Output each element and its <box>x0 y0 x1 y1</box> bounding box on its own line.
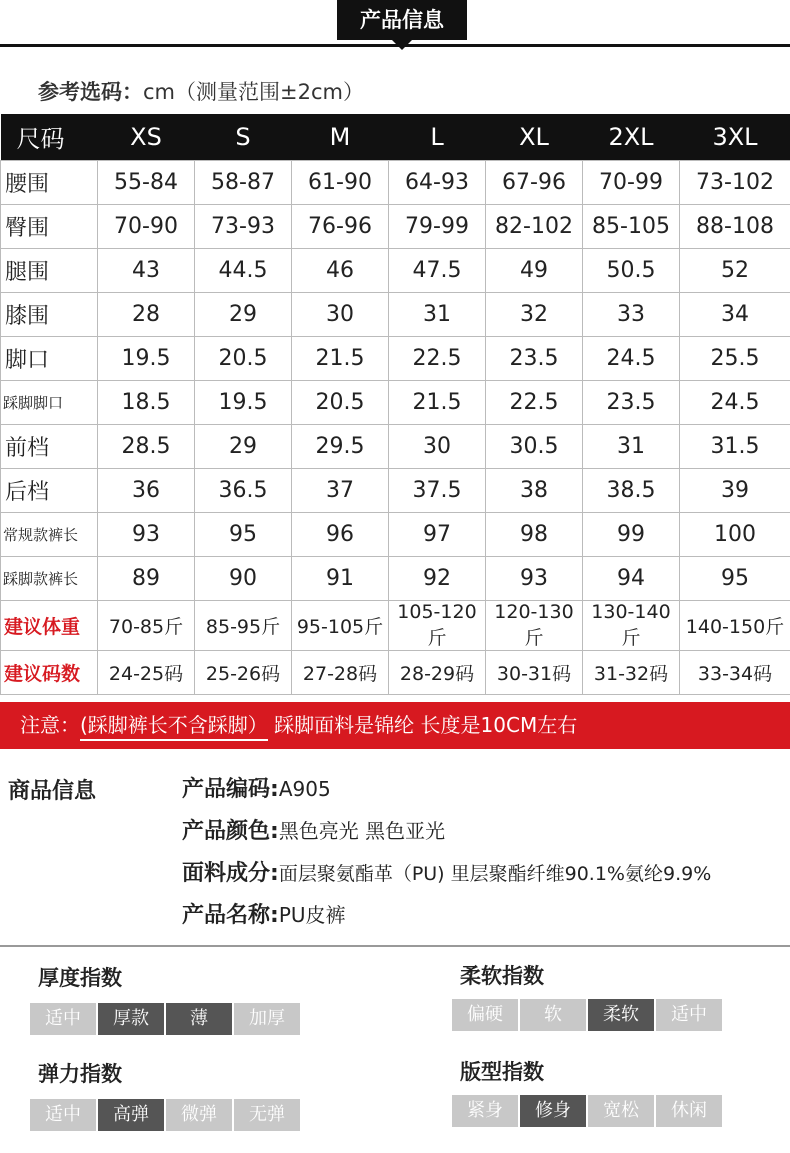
table-row <box>1 292 790 336</box>
info-value: 面层聚氨酯革（PU) 里层聚酯纤维90.1%氨纶9.9% <box>278 863 712 885</box>
header-cell: 3XL <box>680 114 790 160</box>
table-cell: 91 <box>292 556 389 600</box>
table-cell: 93 <box>486 556 583 600</box>
header-bar <box>0 0 790 47</box>
table-cell: 25-26码 <box>195 650 292 694</box>
elasticity-index-scale <box>30 1099 302 1131</box>
thickness-index-title: 厚度指数 <box>38 966 122 990</box>
table-cell: 46 <box>292 248 389 292</box>
table-cell: 76-96 <box>292 204 389 248</box>
table-row <box>1 556 790 600</box>
size-reference-unit: cm（测量范围±2cm） <box>143 80 364 104</box>
index-option: 休闲 <box>656 1095 722 1127</box>
header-cell: 尺码 <box>1 114 98 160</box>
table-cell: 28.5 <box>98 424 195 468</box>
notice-prefix: 注意： <box>20 713 80 737</box>
table-cell: 98 <box>486 512 583 556</box>
row-label: 常规款裤长 <box>1 512 98 556</box>
index-option: 微弹 <box>166 1099 232 1131</box>
table-row <box>1 600 790 650</box>
table-row <box>1 204 790 248</box>
table-cell: 55-84 <box>98 160 195 204</box>
table-cell: 19.5 <box>195 380 292 424</box>
table-row <box>1 468 790 512</box>
page-title: 产品信息 <box>337 0 467 40</box>
table-cell: 85-105 <box>583 204 680 248</box>
table-cell: 94 <box>583 556 680 600</box>
table-cell: 32 <box>486 292 583 336</box>
table-cell: 19.5 <box>98 336 195 380</box>
table-cell: 31 <box>389 292 486 336</box>
fit-index-scale <box>452 1095 724 1127</box>
row-label: 脚口 <box>1 336 98 380</box>
table-cell: 22.5 <box>389 336 486 380</box>
table-cell: 20.5 <box>195 336 292 380</box>
table-cell: 33 <box>583 292 680 336</box>
table-cell: 73-102 <box>680 160 790 204</box>
table-cell: 38.5 <box>583 468 680 512</box>
table-cell: 21.5 <box>389 380 486 424</box>
info-label: 产品颜色: <box>182 819 279 844</box>
header-cell: XL <box>486 114 583 160</box>
table-cell: 38 <box>486 468 583 512</box>
info-line-color <box>182 814 445 845</box>
info-line-fabric <box>182 856 711 887</box>
table-cell: 105-120斤 <box>389 600 486 650</box>
table-cell: 30 <box>389 424 486 468</box>
notice-text: 踩脚面料是锦纶 长度是10CM左右 <box>267 713 578 737</box>
table-cell: 70-99 <box>583 160 680 204</box>
info-label: 面料成分: <box>182 861 279 886</box>
table-row <box>1 160 790 204</box>
notice-underlined: (踩脚裤长不含踩脚） <box>80 713 268 741</box>
index-option: 软 <box>520 999 586 1031</box>
table-cell: 95 <box>195 512 292 556</box>
row-label: 建议体重 <box>1 600 98 650</box>
index-option: 紧身 <box>452 1095 518 1127</box>
table-cell: 130-140斤 <box>583 600 680 650</box>
table-cell: 22.5 <box>486 380 583 424</box>
table-cell: 18.5 <box>98 380 195 424</box>
index-option: 无弹 <box>234 1099 300 1131</box>
row-label: 前档 <box>1 424 98 468</box>
table-cell: 23.5 <box>583 380 680 424</box>
table-cell: 36.5 <box>195 468 292 512</box>
table-cell: 82-102 <box>486 204 583 248</box>
table-cell: 88-108 <box>680 204 790 248</box>
index-option: 适中 <box>656 999 722 1031</box>
table-cell: 37 <box>292 468 389 512</box>
table-cell: 24.5 <box>583 336 680 380</box>
softness-index-scale <box>452 999 724 1031</box>
table-cell: 95 <box>680 556 790 600</box>
table-cell: 33-34码 <box>680 650 790 694</box>
table-cell: 58-87 <box>195 160 292 204</box>
info-label: 产品名称: <box>182 903 279 928</box>
table-cell: 47.5 <box>389 248 486 292</box>
row-label: 腰围 <box>1 160 98 204</box>
table-cell: 20.5 <box>292 380 389 424</box>
table-cell: 31-32码 <box>583 650 680 694</box>
row-label: 踩脚脚口 <box>1 380 98 424</box>
table-cell: 29 <box>195 292 292 336</box>
index-option: 修身 <box>520 1095 586 1127</box>
table-cell: 89 <box>98 556 195 600</box>
table-cell: 28 <box>98 292 195 336</box>
table-row <box>1 336 790 380</box>
table-cell: 90 <box>195 556 292 600</box>
table-cell: 49 <box>486 248 583 292</box>
header-cell: 2XL <box>583 114 680 160</box>
table-cell: 73-93 <box>195 204 292 248</box>
table-cell: 27-28码 <box>292 650 389 694</box>
table-cell: 44.5 <box>195 248 292 292</box>
table-cell: 61-90 <box>292 160 389 204</box>
table-cell: 92 <box>389 556 486 600</box>
table-cell: 30-31码 <box>486 650 583 694</box>
table-cell: 140-150斤 <box>680 600 790 650</box>
table-cell: 79-99 <box>389 204 486 248</box>
size-reference-label: 参考选码： <box>38 80 143 104</box>
info-line-name <box>182 898 346 929</box>
table-cell: 99 <box>583 512 680 556</box>
table-cell: 21.5 <box>292 336 389 380</box>
table-cell: 31.5 <box>680 424 790 468</box>
table-cell: 93 <box>98 512 195 556</box>
row-label: 踩脚款裤长 <box>1 556 98 600</box>
notice-banner <box>0 702 790 749</box>
table-cell: 30 <box>292 292 389 336</box>
fit-index-title: 版型指数 <box>460 1060 544 1084</box>
table-row <box>1 248 790 292</box>
table-cell: 70-90 <box>98 204 195 248</box>
table-row <box>1 512 790 556</box>
softness-index-title: 柔软指数 <box>460 964 544 988</box>
table-cell: 34 <box>680 292 790 336</box>
table-cell: 100 <box>680 512 790 556</box>
table-cell: 85-95斤 <box>195 600 292 650</box>
table-cell: 23.5 <box>486 336 583 380</box>
row-label: 臀围 <box>1 204 98 248</box>
table-cell: 70-85斤 <box>98 600 195 650</box>
header-cell: S <box>195 114 292 160</box>
table-cell: 24-25码 <box>98 650 195 694</box>
section-divider <box>0 945 790 947</box>
table-cell: 37.5 <box>389 468 486 512</box>
table-cell: 67-96 <box>486 160 583 204</box>
table-cell: 95-105斤 <box>292 600 389 650</box>
thickness-index-scale <box>30 1003 302 1035</box>
table-cell: 43 <box>98 248 195 292</box>
info-value: PU皮裤 <box>278 903 346 927</box>
table-cell: 64-93 <box>389 160 486 204</box>
table-cell: 25.5 <box>680 336 790 380</box>
index-option: 薄 <box>166 1003 232 1035</box>
row-label: 腿围 <box>1 248 98 292</box>
table-cell: 96 <box>292 512 389 556</box>
size-table <box>0 114 790 695</box>
table-cell: 31 <box>583 424 680 468</box>
table-cell: 36 <box>98 468 195 512</box>
row-label: 建议码数 <box>1 650 98 694</box>
size-table-header <box>1 114 790 160</box>
header-cell: L <box>389 114 486 160</box>
table-cell: 29.5 <box>292 424 389 468</box>
index-option: 宽松 <box>588 1095 654 1127</box>
table-cell: 28-29码 <box>389 650 486 694</box>
table-cell: 29 <box>195 424 292 468</box>
table-cell: 50.5 <box>583 248 680 292</box>
index-option: 适中 <box>30 1099 96 1131</box>
header-cell: XS <box>98 114 195 160</box>
table-cell: 24.5 <box>680 380 790 424</box>
index-option: 高弹 <box>98 1099 164 1131</box>
info-value: A905 <box>278 777 331 801</box>
index-option: 厚款 <box>98 1003 164 1035</box>
header-cell: M <box>292 114 389 160</box>
info-line-code <box>182 772 331 803</box>
table-cell: 97 <box>389 512 486 556</box>
info-value: 黑色亮光 黑色亚光 <box>278 819 446 843</box>
table-cell: 120-130斤 <box>486 600 583 650</box>
index-option: 偏硬 <box>452 999 518 1031</box>
product-info-title: 商品信息 <box>8 779 97 804</box>
row-label: 后档 <box>1 468 98 512</box>
table-row <box>1 424 790 468</box>
elasticity-index-title: 弹力指数 <box>38 1062 122 1086</box>
index-option: 加厚 <box>234 1003 300 1035</box>
index-option: 适中 <box>30 1003 96 1035</box>
table-cell: 30.5 <box>486 424 583 468</box>
table-row <box>1 380 790 424</box>
table-cell: 39 <box>680 468 790 512</box>
info-label: 产品编码: <box>182 777 279 802</box>
row-label: 膝围 <box>1 292 98 336</box>
size-reference-note <box>38 76 364 106</box>
table-row <box>1 650 790 694</box>
index-option: 柔软 <box>588 999 654 1031</box>
table-cell: 52 <box>680 248 790 292</box>
